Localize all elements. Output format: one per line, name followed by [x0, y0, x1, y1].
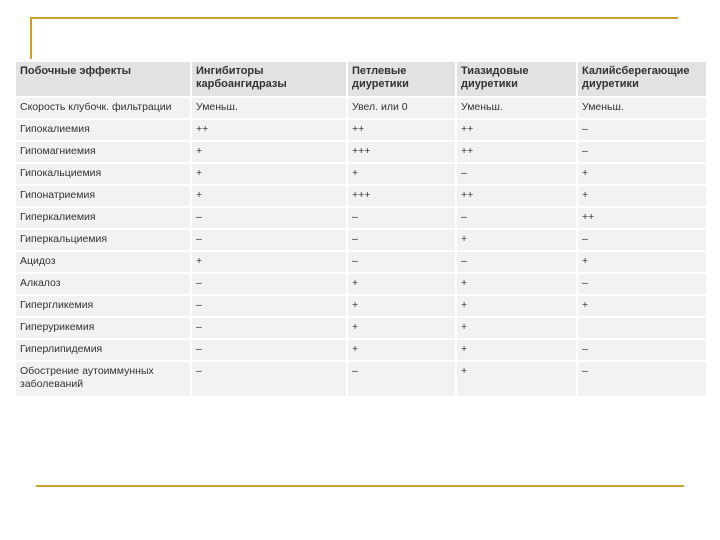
cell-carbonic-anhydrase: –: [192, 296, 346, 316]
cell-side-effect: Гипонатриемия: [16, 186, 190, 206]
table-body: [16, 98, 706, 396]
cell-potassium-sparing: ++: [578, 208, 706, 228]
cell-potassium-sparing: [578, 318, 706, 338]
cell-side-effect: Гипомагниемия: [16, 142, 190, 162]
cell-side-effect: Ацидоз: [16, 252, 190, 272]
cell-carbonic-anhydrase: +: [192, 142, 346, 162]
cell-thiazide: –: [457, 164, 576, 184]
cell-thiazide: +: [457, 296, 576, 316]
header-row: [16, 62, 706, 96]
table-row: [16, 296, 706, 316]
cell-loop: ++: [348, 120, 455, 140]
cell-carbonic-anhydrase: +: [192, 186, 346, 206]
side-effects-table-container: [14, 60, 706, 398]
cell-carbonic-anhydrase: Уменьш.: [192, 98, 346, 118]
cell-carbonic-anhydrase: –: [192, 274, 346, 294]
cell-potassium-sparing: +: [578, 164, 706, 184]
header-potassium-sparing-diuretics: Калийсберегающие диуретики: [578, 62, 706, 96]
cell-side-effect: Гипокальциемия: [16, 164, 190, 184]
table-row: [16, 318, 706, 338]
cell-side-effect: Гиперкалиемия: [16, 208, 190, 228]
table-row: [16, 142, 706, 162]
table-header: [16, 62, 706, 96]
cell-thiazide: +: [457, 340, 576, 360]
cell-loop: +: [348, 318, 455, 338]
table-row: [16, 274, 706, 294]
cell-loop: +: [348, 164, 455, 184]
table-row: [16, 98, 706, 118]
cell-thiazide: ++: [457, 186, 576, 206]
cell-loop: –: [348, 362, 455, 396]
cell-side-effect: Гиперурикемия: [16, 318, 190, 338]
cell-thiazide: +: [457, 230, 576, 250]
cell-carbonic-anhydrase: –: [192, 208, 346, 228]
cell-loop: –: [348, 252, 455, 272]
table-row: [16, 252, 706, 272]
cell-thiazide: –: [457, 252, 576, 272]
header-thiazide-diuretics: Тиазидовые диуретики: [457, 62, 576, 96]
cell-carbonic-anhydrase: –: [192, 362, 346, 396]
side-effects-table: [14, 60, 708, 398]
cell-side-effect: Скорость клубочк. фильтрации: [16, 98, 190, 118]
cell-potassium-sparing: –: [578, 340, 706, 360]
cell-thiazide: ++: [457, 142, 576, 162]
cell-loop: +++: [348, 142, 455, 162]
table-row: [16, 230, 706, 250]
table-row: [16, 186, 706, 206]
cell-loop: –: [348, 208, 455, 228]
cell-thiazide: +: [457, 318, 576, 338]
cell-potassium-sparing: –: [578, 362, 706, 396]
cell-potassium-sparing: –: [578, 120, 706, 140]
cell-potassium-sparing: –: [578, 142, 706, 162]
cell-thiazide: +: [457, 362, 576, 396]
table-row: [16, 362, 706, 396]
table-row: [16, 164, 706, 184]
header-carbonic-anhydrase-inhibitors: Ингибиторы карбоангидразы: [192, 62, 346, 96]
cell-thiazide: –: [457, 208, 576, 228]
table-row: [16, 208, 706, 228]
table-row: [16, 120, 706, 140]
cell-loop: +: [348, 340, 455, 360]
cell-side-effect: Алкалоз: [16, 274, 190, 294]
cell-loop: +++: [348, 186, 455, 206]
cell-potassium-sparing: –: [578, 274, 706, 294]
cell-loop: –: [348, 230, 455, 250]
cell-carbonic-anhydrase: –: [192, 318, 346, 338]
decorative-top-line: [30, 17, 678, 19]
cell-potassium-sparing: Уменьш.: [578, 98, 706, 118]
cell-carbonic-anhydrase: –: [192, 340, 346, 360]
cell-side-effect: Гипергликемия: [16, 296, 190, 316]
table-row: [16, 340, 706, 360]
cell-potassium-sparing: –: [578, 230, 706, 250]
cell-carbonic-anhydrase: +: [192, 252, 346, 272]
cell-loop: +: [348, 274, 455, 294]
cell-carbonic-anhydrase: +: [192, 164, 346, 184]
cell-loop: +: [348, 296, 455, 316]
cell-potassium-sparing: +: [578, 186, 706, 206]
cell-carbonic-anhydrase: –: [192, 230, 346, 250]
header-side-effects: Побочные эффекты: [16, 62, 190, 96]
cell-thiazide: +: [457, 274, 576, 294]
cell-loop: Увел. или 0: [348, 98, 455, 118]
cell-potassium-sparing: +: [578, 252, 706, 272]
cell-side-effect: Гиперкальциемия: [16, 230, 190, 250]
cell-side-effect: Обострение аутоиммунных заболеваний: [16, 362, 190, 396]
cell-side-effect: Гиперлипидемия: [16, 340, 190, 360]
cell-side-effect: Гипокалиемия: [16, 120, 190, 140]
cell-carbonic-anhydrase: ++: [192, 120, 346, 140]
decorative-bottom-line: [36, 485, 684, 487]
cell-thiazide: ++: [457, 120, 576, 140]
cell-thiazide: Уменьш.: [457, 98, 576, 118]
decorative-left-line: [30, 17, 32, 59]
header-loop-diuretics: Петлевые диуретики: [348, 62, 455, 96]
cell-potassium-sparing: +: [578, 296, 706, 316]
